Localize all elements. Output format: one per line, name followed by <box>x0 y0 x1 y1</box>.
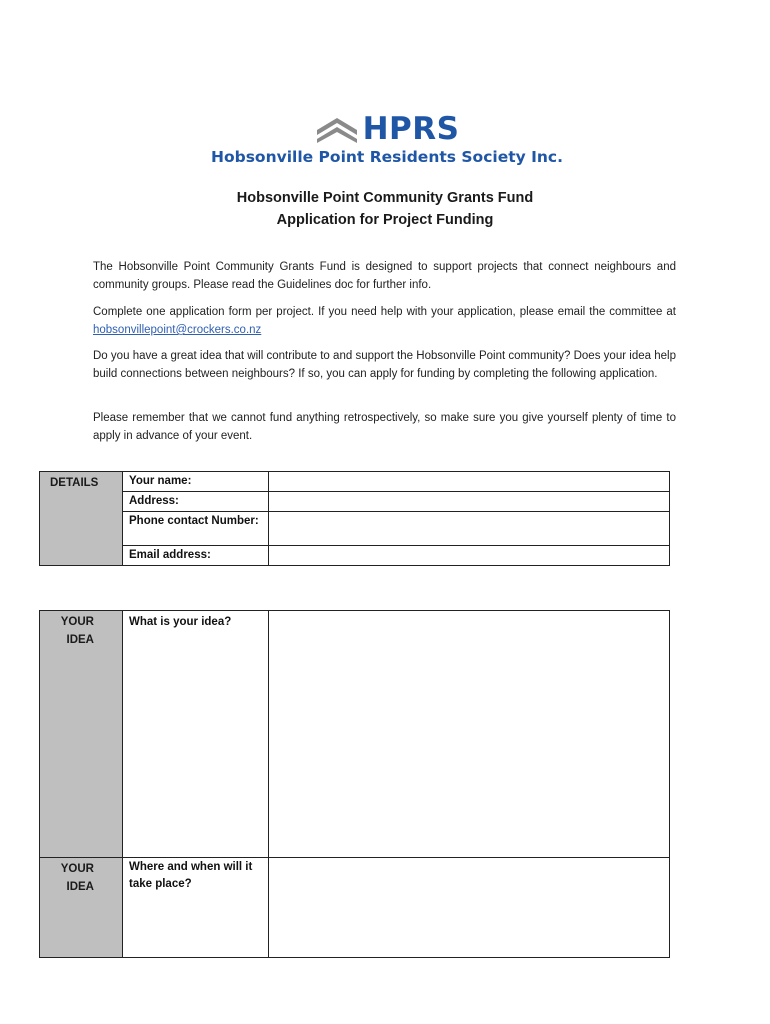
reminder-paragraph: Please remember that we cannot fund anything retrospectively, so make sure you give yourself plenty of time to apply in advance of your event. <box>93 412 676 442</box>
idea-paragraph: Do you have a great idea that will contribute to and support the Hobsonville Point community? Does your idea help build connections between neighbours? If so, you can apply for funding by completing the following application. <box>93 350 676 380</box>
address-label: Address: <box>123 492 269 512</box>
location-section-label: YOUR IDEA <box>40 858 123 958</box>
location-question-label: Where and when will it take place? <box>123 858 269 958</box>
details-table <box>39 471 670 566</box>
chevron-roof-icon <box>315 115 359 143</box>
details-section-label: DETAILS <box>40 472 123 566</box>
location-answer-field[interactable] <box>269 858 670 958</box>
phone-label: Phone contact Number: <box>123 512 269 546</box>
idea-section-label: YOUR IDEA <box>40 611 123 858</box>
email-field[interactable] <box>269 546 670 566</box>
idea-question-label: What is your idea? <box>123 611 269 858</box>
phone-field[interactable] <box>269 512 670 546</box>
name-label: Your name: <box>123 472 269 492</box>
email-label: Email address: <box>123 546 269 566</box>
help-text: Complete one application form per project. If you need help with your application, please email the committee at <box>93 306 676 318</box>
document-title: Hobsonville Point Community Grants Fund <box>236 190 534 206</box>
committee-email-link[interactable]: hobsonvillepoint@crockers.co.nz <box>93 324 262 336</box>
document-subtitle: Application for Project Funding <box>276 212 494 228</box>
logo-org-name: Hobsonville Point Residents Society Inc. <box>210 148 563 166</box>
name-field[interactable] <box>269 472 670 492</box>
intro-paragraph: The Hobsonville Point Community Grants Fund is designed to support projects that connect neighbours and community groups. Please read the Guidelines doc for further info. <box>93 261 676 291</box>
logo-acronym: HPRS <box>362 111 460 147</box>
idea-table <box>39 610 670 958</box>
address-field[interactable] <box>269 492 670 512</box>
idea-answer-field[interactable] <box>269 611 670 858</box>
hprs-logo <box>0 112 770 166</box>
help-paragraph <box>93 303 676 339</box>
